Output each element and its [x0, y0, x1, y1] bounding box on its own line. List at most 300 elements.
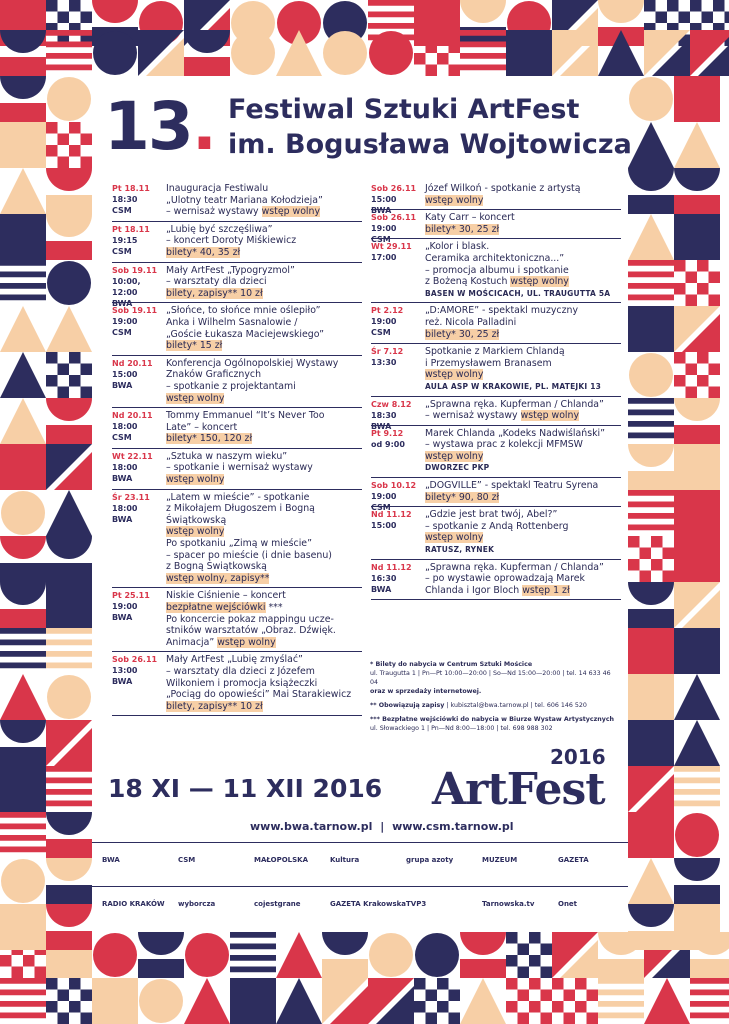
pattern-shape [656, 12, 668, 24]
pattern-shape [598, 0, 644, 23]
pattern-shape [651, 536, 663, 548]
pattern-shape [46, 839, 92, 858]
pattern-shape [587, 1013, 599, 1024]
pattern-shape [47, 675, 91, 719]
pattern-shape [674, 858, 720, 881]
event-time: 19:00 [371, 492, 397, 502]
pattern-shape [674, 214, 720, 260]
artfest-logo [430, 742, 620, 812]
event-location: AULA ASP W KRAKOWIE, PL. MATEJKI 13 [425, 381, 602, 391]
event-time: od 9:00 [371, 439, 405, 449]
pattern-shape [686, 364, 698, 376]
pattern-shape [46, 582, 92, 628]
pattern-shape [709, 364, 721, 376]
event-time: 18:00 [112, 503, 138, 513]
event-line: – po wystawie oprowadzają Marek [425, 573, 585, 585]
event-line: Chlanda i Igor Bloch [425, 584, 523, 596]
pattern-shape [0, 1013, 46, 1019]
website-links [250, 820, 514, 833]
pattern-shape [368, 0, 414, 6]
pattern-shape [529, 932, 541, 944]
event-item [112, 652, 362, 716]
pattern-shape [46, 801, 92, 807]
note-1-body: ul. Traugutta 1 | Pn—Pt 10:00—20:00 | So—Nd 15:00—20:00 | tel. 14 633 46 04 [370, 670, 611, 686]
pattern-shape [674, 375, 686, 387]
event-line: – wernisaż wystawy [425, 410, 521, 422]
event-time: 16:30 [371, 573, 397, 583]
pattern-shape [0, 295, 46, 301]
pattern-shape [81, 134, 93, 146]
pattern-shape [0, 766, 46, 812]
pattern-shape [0, 536, 46, 559]
ticket-info: wstęp wolny [217, 636, 276, 648]
ticket-info: wstęp wolny [425, 532, 484, 544]
pattern-shape [628, 536, 640, 548]
pattern-shape [426, 42, 438, 54]
pattern-shape [184, 57, 230, 76]
pattern-shape [58, 157, 70, 169]
pattern-shape [0, 352, 46, 398]
pattern-shape [628, 214, 674, 260]
event-line: „Sprawna ręka. Kupferman / Chlanda” [425, 398, 604, 410]
pattern-shape [628, 490, 674, 496]
ticket-info: wstęp wolny [166, 474, 225, 486]
pattern-shape [674, 904, 720, 950]
pattern-shape [46, 789, 92, 795]
pattern-shape [628, 295, 674, 301]
pattern-shape [0, 640, 46, 646]
pattern-shape [674, 628, 720, 674]
pattern-shape [541, 944, 553, 956]
pattern-shape [0, 609, 46, 628]
event-description [425, 426, 621, 477]
sponsor-logo: MAŁOPOLSKA [254, 856, 309, 864]
ticket-info: bilety, zapisy** 10 zł [166, 287, 263, 299]
pattern-shape [506, 1001, 518, 1013]
event-description [166, 588, 362, 651]
pattern-shape [230, 955, 276, 961]
pattern-shape [628, 812, 674, 858]
pattern-shape [0, 122, 46, 168]
pattern-shape [138, 959, 184, 978]
pattern-shape [674, 260, 686, 272]
event-line: Anka i Wilhelm Sasnalowie / [166, 316, 298, 328]
pattern-shape [139, 979, 183, 1023]
pattern-shape [541, 1013, 553, 1024]
event-venue: BWA [112, 380, 133, 390]
event-description [425, 344, 621, 395]
event-line: „DOGVILLE” - spektakl Teatru Syrena [425, 480, 599, 492]
event-item [112, 303, 362, 355]
event-date-block [371, 428, 421, 450]
pattern-shape [679, 12, 691, 24]
pattern-shape [674, 801, 720, 807]
pattern-shape [46, 663, 92, 669]
logo-year: 2016 [550, 745, 606, 769]
pattern-shape [0, 1001, 46, 1007]
pattern-shape [69, 1001, 81, 1013]
event-day: Pt 2.12 [371, 306, 404, 316]
event-venue: CSM [371, 328, 391, 338]
event-item [371, 181, 621, 215]
pattern-shape [414, 1001, 426, 1013]
event-time: 15:00 [371, 195, 397, 204]
media-partner-logo: Tarnowska.tv [482, 900, 535, 908]
pattern-shape [674, 352, 686, 364]
event-line: Ceramika architektoniczna...” [425, 252, 565, 264]
pattern-shape [460, 65, 506, 71]
pattern-shape [0, 168, 46, 214]
event-line: z Bożeną Kostuch [425, 276, 511, 288]
event-line: – wernisaż wystawy [166, 206, 262, 218]
pattern-shape [81, 1013, 93, 1024]
note-1-title: * Bilety do nabycia w Centrum Sztuki Mościce [370, 661, 533, 668]
event-line: reż. Nicola Palladini [425, 316, 517, 328]
pattern-shape [69, 0, 81, 12]
pattern-shape [46, 858, 92, 881]
event-venue: BWA [371, 206, 392, 215]
pattern-shape [518, 990, 530, 1002]
pattern-shape [276, 932, 322, 978]
event-line: – wystawa prac z kolekcji MFMSW [425, 439, 583, 451]
pattern-shape [46, 53, 92, 59]
event-line: Po spotkaniu „Zimą w mieście” [166, 538, 312, 550]
note-3-body: ul. Słowackiego 1 | Pn—Nd 8:00—18:00 | tel. 698 988 302 [370, 725, 553, 732]
sponsor-logo: BWA [102, 856, 120, 864]
event-line: „D:AMORE” - spektakl muzyczny [425, 305, 578, 317]
pattern-shape [628, 260, 674, 266]
pattern-shape [58, 364, 70, 376]
event-day: Nd 11.12 [371, 562, 412, 572]
pattern-shape [628, 858, 674, 904]
pattern-shape [674, 674, 720, 720]
event-venue: CSM [112, 206, 132, 215]
event-location: DWORZEC PKP [425, 463, 490, 473]
event-description [425, 303, 621, 343]
pattern-shape [541, 990, 553, 1002]
pattern-shape [369, 31, 413, 75]
pattern-shape [460, 53, 506, 59]
pattern-shape [640, 571, 652, 583]
event-line: Mały ArtFest „Lubię zmyślać” [166, 654, 303, 666]
event-line: Marek Chlanda „Kodeks Nadwiślański” [425, 427, 605, 439]
event-line: z Mikołajem Długoszem i Bogną [166, 503, 315, 515]
event-time: 18:30 [371, 410, 397, 420]
pattern-shape [667, 0, 679, 12]
pattern-shape [628, 674, 674, 720]
pattern-shape [449, 990, 461, 1002]
pattern-shape [46, 122, 58, 134]
pattern-shape [628, 122, 674, 168]
pattern-shape [460, 959, 506, 978]
pattern-shape [0, 57, 46, 76]
pattern-shape [628, 931, 674, 950]
csm-website-link[interactable]: www.csm.tarnow.pl [392, 820, 514, 833]
pattern-shape [674, 168, 720, 191]
pattern-shape [518, 967, 530, 979]
event-day: Sob 10.12 [371, 481, 417, 491]
pattern-shape [46, 30, 92, 36]
sponsor-logos-area [92, 838, 628, 928]
pattern-shape [506, 955, 518, 967]
event-description [425, 478, 621, 506]
pattern-shape [0, 651, 46, 657]
event-line: „Goście Łukasza Maciejewskiego” [166, 328, 324, 340]
pattern-shape [0, 582, 46, 605]
pattern-shape [0, 824, 46, 830]
event-item [112, 588, 362, 652]
event-time: 19:15 [112, 235, 138, 245]
pattern-shape [628, 582, 674, 605]
pattern-shape [506, 932, 518, 944]
pattern-shape [628, 720, 674, 766]
event-day: Śr 7.12 [371, 347, 404, 357]
pattern-shape [628, 471, 674, 490]
pattern-shape [69, 352, 81, 364]
sponsor-divider [92, 842, 628, 843]
pattern-shape [46, 398, 92, 421]
pattern-shape [58, 12, 70, 24]
pattern-shape [0, 563, 46, 582]
pattern-shape [184, 978, 230, 1024]
pattern-shape [323, 31, 367, 75]
pattern-shape [697, 260, 709, 272]
event-date-block [371, 346, 421, 368]
event-day: Wt 22.11 [112, 451, 153, 461]
pattern-shape [675, 813, 719, 857]
pattern-shape [69, 145, 81, 157]
event-item [371, 210, 621, 245]
pattern-shape [0, 398, 46, 444]
pattern-shape [0, 674, 46, 720]
pattern-shape [598, 1001, 644, 1007]
pattern-shape [686, 295, 698, 307]
event-location: BASEN W MOŚCICACH, UL. TRAUGUTTA 5A [425, 288, 611, 298]
pattern-shape [0, 747, 46, 766]
sponsor-logo: grupa azoty [406, 856, 454, 864]
pattern-shape [697, 283, 709, 295]
pattern-shape [651, 559, 663, 571]
pattern-shape [46, 904, 92, 927]
pattern-shape [46, 168, 92, 191]
event-line: – promocja albumu i spotkanie [425, 264, 569, 276]
event-date-block [112, 590, 162, 623]
event-item [112, 490, 362, 589]
event-day: Nd 20.11 [112, 411, 153, 421]
event-venue: CSM [112, 246, 132, 256]
pattern-shape [93, 31, 137, 75]
schedule-left-column [112, 181, 362, 716]
event-date-block [112, 410, 162, 443]
event-date-block [112, 265, 162, 309]
event-time: 15:00 [371, 521, 397, 531]
event-time: 13:30 [371, 358, 397, 368]
pattern-shape [47, 261, 91, 305]
pattern-shape [629, 353, 673, 397]
media-partner-logo: RADIO KRAKÓW [102, 900, 165, 908]
pattern-shape [414, 30, 426, 42]
event-venue: CSM [371, 235, 391, 245]
pattern-shape [674, 885, 720, 904]
pattern-shape [58, 990, 70, 1002]
pattern-shape [0, 306, 46, 352]
media-partner-logo: Onet [558, 900, 578, 908]
pattern-shape [552, 1001, 564, 1013]
event-venue: BWA [112, 514, 133, 524]
event-description [166, 408, 362, 448]
event-venue: CSM [112, 433, 132, 443]
pattern-shape [0, 628, 46, 634]
pattern-shape [46, 536, 92, 559]
pattern-shape [46, 195, 92, 214]
event-day: Sob 26.11 [371, 213, 417, 223]
pattern-shape [81, 12, 93, 24]
pattern-shape [697, 375, 709, 387]
event-item [371, 426, 621, 478]
ticket-info: bezpłatne wejściówki [166, 602, 266, 613]
pattern-shape [0, 990, 46, 996]
pattern-shape [674, 122, 720, 168]
event-venue: BWA [112, 677, 133, 687]
event-description [166, 356, 362, 407]
pattern-shape [0, 103, 46, 122]
pattern-shape [426, 990, 438, 1002]
event-line: – spotkanie i wernisaż wystawy [166, 462, 313, 474]
pattern-shape [674, 536, 720, 582]
ticket-notes [370, 660, 620, 733]
event-date-block [371, 241, 421, 263]
event-day: Pt 18.11 [112, 224, 150, 234]
pattern-shape [0, 444, 46, 490]
pattern-shape [58, 134, 70, 146]
pattern-shape [460, 42, 506, 48]
pattern-shape [686, 387, 698, 399]
pattern-shape [92, 0, 138, 23]
pattern-shape [449, 65, 461, 77]
pattern-shape [185, 933, 229, 977]
event-time: 19:00 [112, 602, 138, 612]
event-line: „Słońce, to słońce mnie oślepiło” [166, 305, 321, 317]
pattern-shape [674, 766, 720, 772]
pattern-shape [690, 1013, 729, 1019]
event-date-block [371, 509, 421, 531]
pattern-shape [506, 30, 552, 76]
pattern-shape [663, 548, 675, 560]
pattern-shape [69, 122, 81, 134]
event-date-block [112, 183, 162, 216]
pattern-shape [437, 1001, 449, 1013]
event-time: 13:00 [112, 666, 138, 676]
pattern-shape [663, 571, 675, 583]
pattern-shape [92, 978, 138, 1024]
event-time: 10:00, 12:00 [112, 276, 141, 297]
event-time: 17:00 [371, 253, 397, 263]
event-item [112, 181, 362, 222]
sponsor-logo: GAZETA [558, 856, 589, 864]
pattern-shape [709, 295, 721, 307]
pattern-shape [628, 410, 674, 416]
pattern-shape [529, 955, 541, 967]
event-item [112, 356, 362, 408]
ticket-info: wstęp 1 zł [522, 584, 570, 596]
event-venue: CSM [112, 328, 132, 338]
pattern-shape [93, 933, 137, 977]
url-separator: | [380, 820, 385, 833]
pattern-shape [552, 978, 564, 990]
event-line: Konferencja Ogólnopolskiej Wystawy [166, 357, 339, 369]
pattern-shape [46, 812, 92, 835]
event-line: – warsztaty dla dzieci z Józefem [166, 665, 315, 677]
event-line: Świątkowską [166, 514, 227, 526]
event-venue: BWA [112, 613, 133, 623]
pattern-shape [529, 978, 541, 990]
pattern-shape [628, 398, 674, 404]
event-item [112, 222, 362, 263]
pattern-shape [628, 525, 674, 531]
event-item [371, 478, 621, 513]
pattern-shape [713, 0, 725, 12]
event-venue: BWA [112, 298, 133, 308]
pattern-shape [368, 12, 414, 18]
ticket-info: wstęp wolny [510, 276, 569, 288]
pattern-shape [46, 563, 92, 582]
pattern-shape [709, 272, 721, 284]
pattern-shape [47, 77, 91, 121]
pattern-shape [575, 978, 587, 990]
event-line: Niskie Ciśnienie – koncert [166, 590, 286, 602]
pattern-shape [437, 978, 449, 990]
event-description [166, 181, 362, 221]
pattern-shape [0, 812, 46, 818]
event-time: 19:00 [371, 224, 397, 234]
ticket-info: wstęp wolny [520, 410, 580, 422]
pattern-shape [46, 490, 92, 536]
pattern-shape [0, 955, 12, 967]
pattern-shape [81, 387, 93, 399]
ticket-info: wstęp wolny [425, 194, 484, 206]
event-day: Nd 11.12 [371, 510, 412, 520]
pattern-shape [541, 967, 553, 979]
pattern-shape [690, 978, 729, 984]
pattern-shape [0, 835, 46, 841]
note-2-title: ** Obowiązują zapisy [370, 702, 445, 709]
pattern-shape [81, 990, 93, 1002]
sponsor-logo: CSM [178, 856, 196, 864]
event-day: Sob 26.11 [112, 655, 158, 665]
pattern-shape [46, 0, 58, 12]
pattern-shape [674, 398, 720, 421]
ticket-info: wstęp wolny [166, 392, 225, 404]
pattern-shape [449, 1013, 461, 1024]
pattern-shape [518, 944, 530, 956]
pattern-shape [587, 990, 599, 1002]
pattern-shape [628, 272, 674, 278]
ticket-info: wstęp wolny [425, 369, 484, 381]
event-line: Spotkanie z Markiem Chlandą [425, 346, 565, 358]
event-date-block [112, 451, 162, 484]
bwa-website-link[interactable]: www.bwa.tarnow.pl [250, 820, 373, 833]
pattern-shape [690, 1001, 729, 1007]
event-day: Sob 26.11 [371, 184, 417, 193]
pattern-shape [12, 967, 24, 979]
event-line: „Kolor i blask. [425, 241, 490, 253]
pattern-shape [230, 932, 276, 938]
pattern-shape [690, 959, 729, 978]
event-description [425, 181, 621, 209]
pattern-shape [628, 502, 674, 508]
event-date-block [371, 562, 421, 595]
pattern-shape [628, 609, 674, 628]
